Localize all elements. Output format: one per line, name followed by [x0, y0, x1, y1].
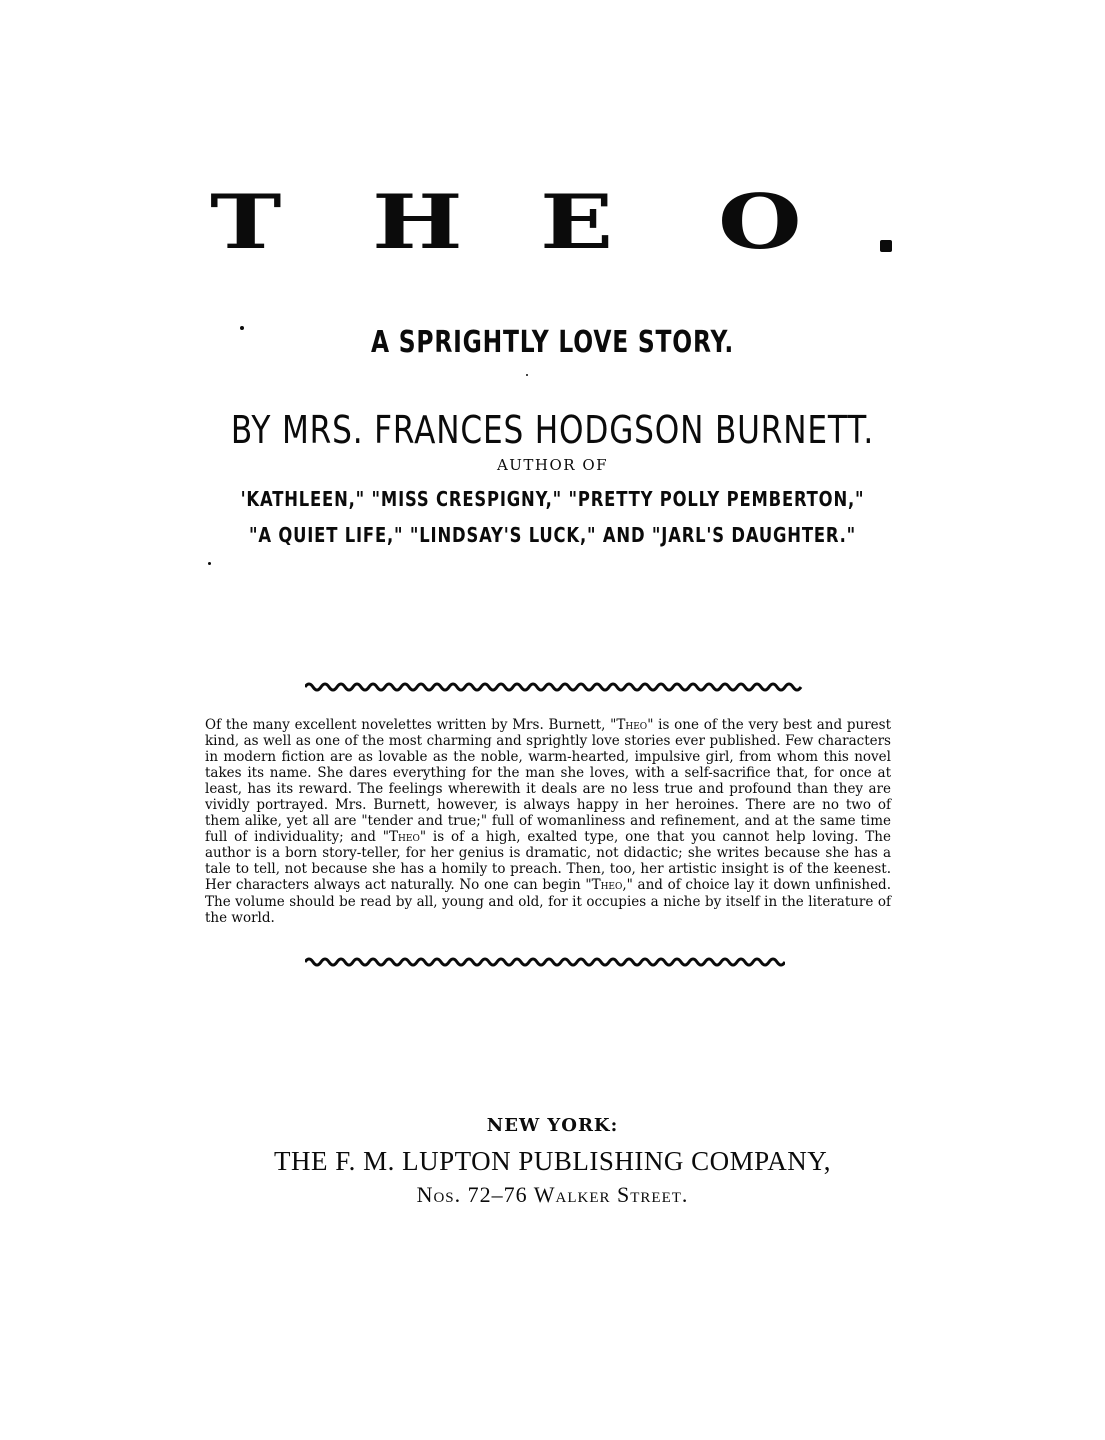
blurb-text-3: " is of a high, exalted type, one that you cannot help loving. The author is a born story-teller, for her genius is dramatic, not didactic; she writes because she has a tale to tell, not because she has a homily to preach. Then, too, her artistic insight is of the keenest. Her characters always act naturally. No one can begin ": [205, 829, 891, 894]
blurb-title-ref-2: Theo: [389, 829, 420, 846]
blurb-text-4: ," and of choice lay it down unfinished. The volume should be read by all, young and old, for it occupies a niche by itself in the literature of the world.: [205, 877, 891, 926]
title-letter-h: H: [372, 177, 463, 266]
title-letter-t: T: [210, 177, 282, 266]
other-works-line-1: 'KATHLEEN," "MISS CRESPIGNY," "PRETTY POLLY PEMBERTON,": [240, 487, 865, 511]
blurb-text-1: Of the many excellent novelettes written by Mrs. Burnett, ": [205, 716, 617, 733]
imprint-publisher: THE F. M. LUPTON PUBLISHING COMPANY,: [274, 1146, 831, 1176]
print-speck: [526, 374, 528, 376]
imprint-address: Nos. 72–76 Walker Street.: [416, 1182, 689, 1207]
subtitle: A SPRIGHTLY LOVE STORY.: [370, 325, 735, 360]
author-of-label: AUTHOR OF: [496, 456, 609, 474]
imprint-city: NEW YORK:: [486, 1115, 619, 1136]
blurb-text-2: " is one of the very best and purest kind, as well as one of the most charming and sprightly love stories ever published. Few characters in modern fiction are as lovable as the noble, warm-hearted, impulsive girl, from whom this novel takes its name. She dares everything for the man she loves, with a self-sacrifice that, for once at least, has its reward. The feelings wherewith it deals are no less true and profound than they are vividly portrayed. Mrs. Burnett, however, is always happy in her heroines. There are no two of them alike, yet all are "tender and true;" full of womanliness and refinement, and at the same time full of individuality; and ": [205, 716, 892, 846]
print-speck: [208, 562, 211, 565]
author-byline: BY MRS. FRANCES HODGSON BURNETT.: [230, 408, 875, 452]
wavy-rule-top: [305, 680, 805, 694]
other-works-line-2: "A QUIET LIFE," "LINDSAY'S LUCK," AND "JARL'S DAUGHTER.": [248, 523, 857, 547]
title-letter-e: E: [540, 177, 614, 266]
title-letter-o: O: [718, 177, 802, 266]
blurb-title-ref-1: Theo: [616, 716, 648, 733]
title-period: [880, 240, 892, 252]
description-paragraph: [205, 717, 891, 926]
blurb-title-ref-3: Theo: [591, 877, 623, 894]
wavy-rule-bottom: [305, 955, 785, 969]
